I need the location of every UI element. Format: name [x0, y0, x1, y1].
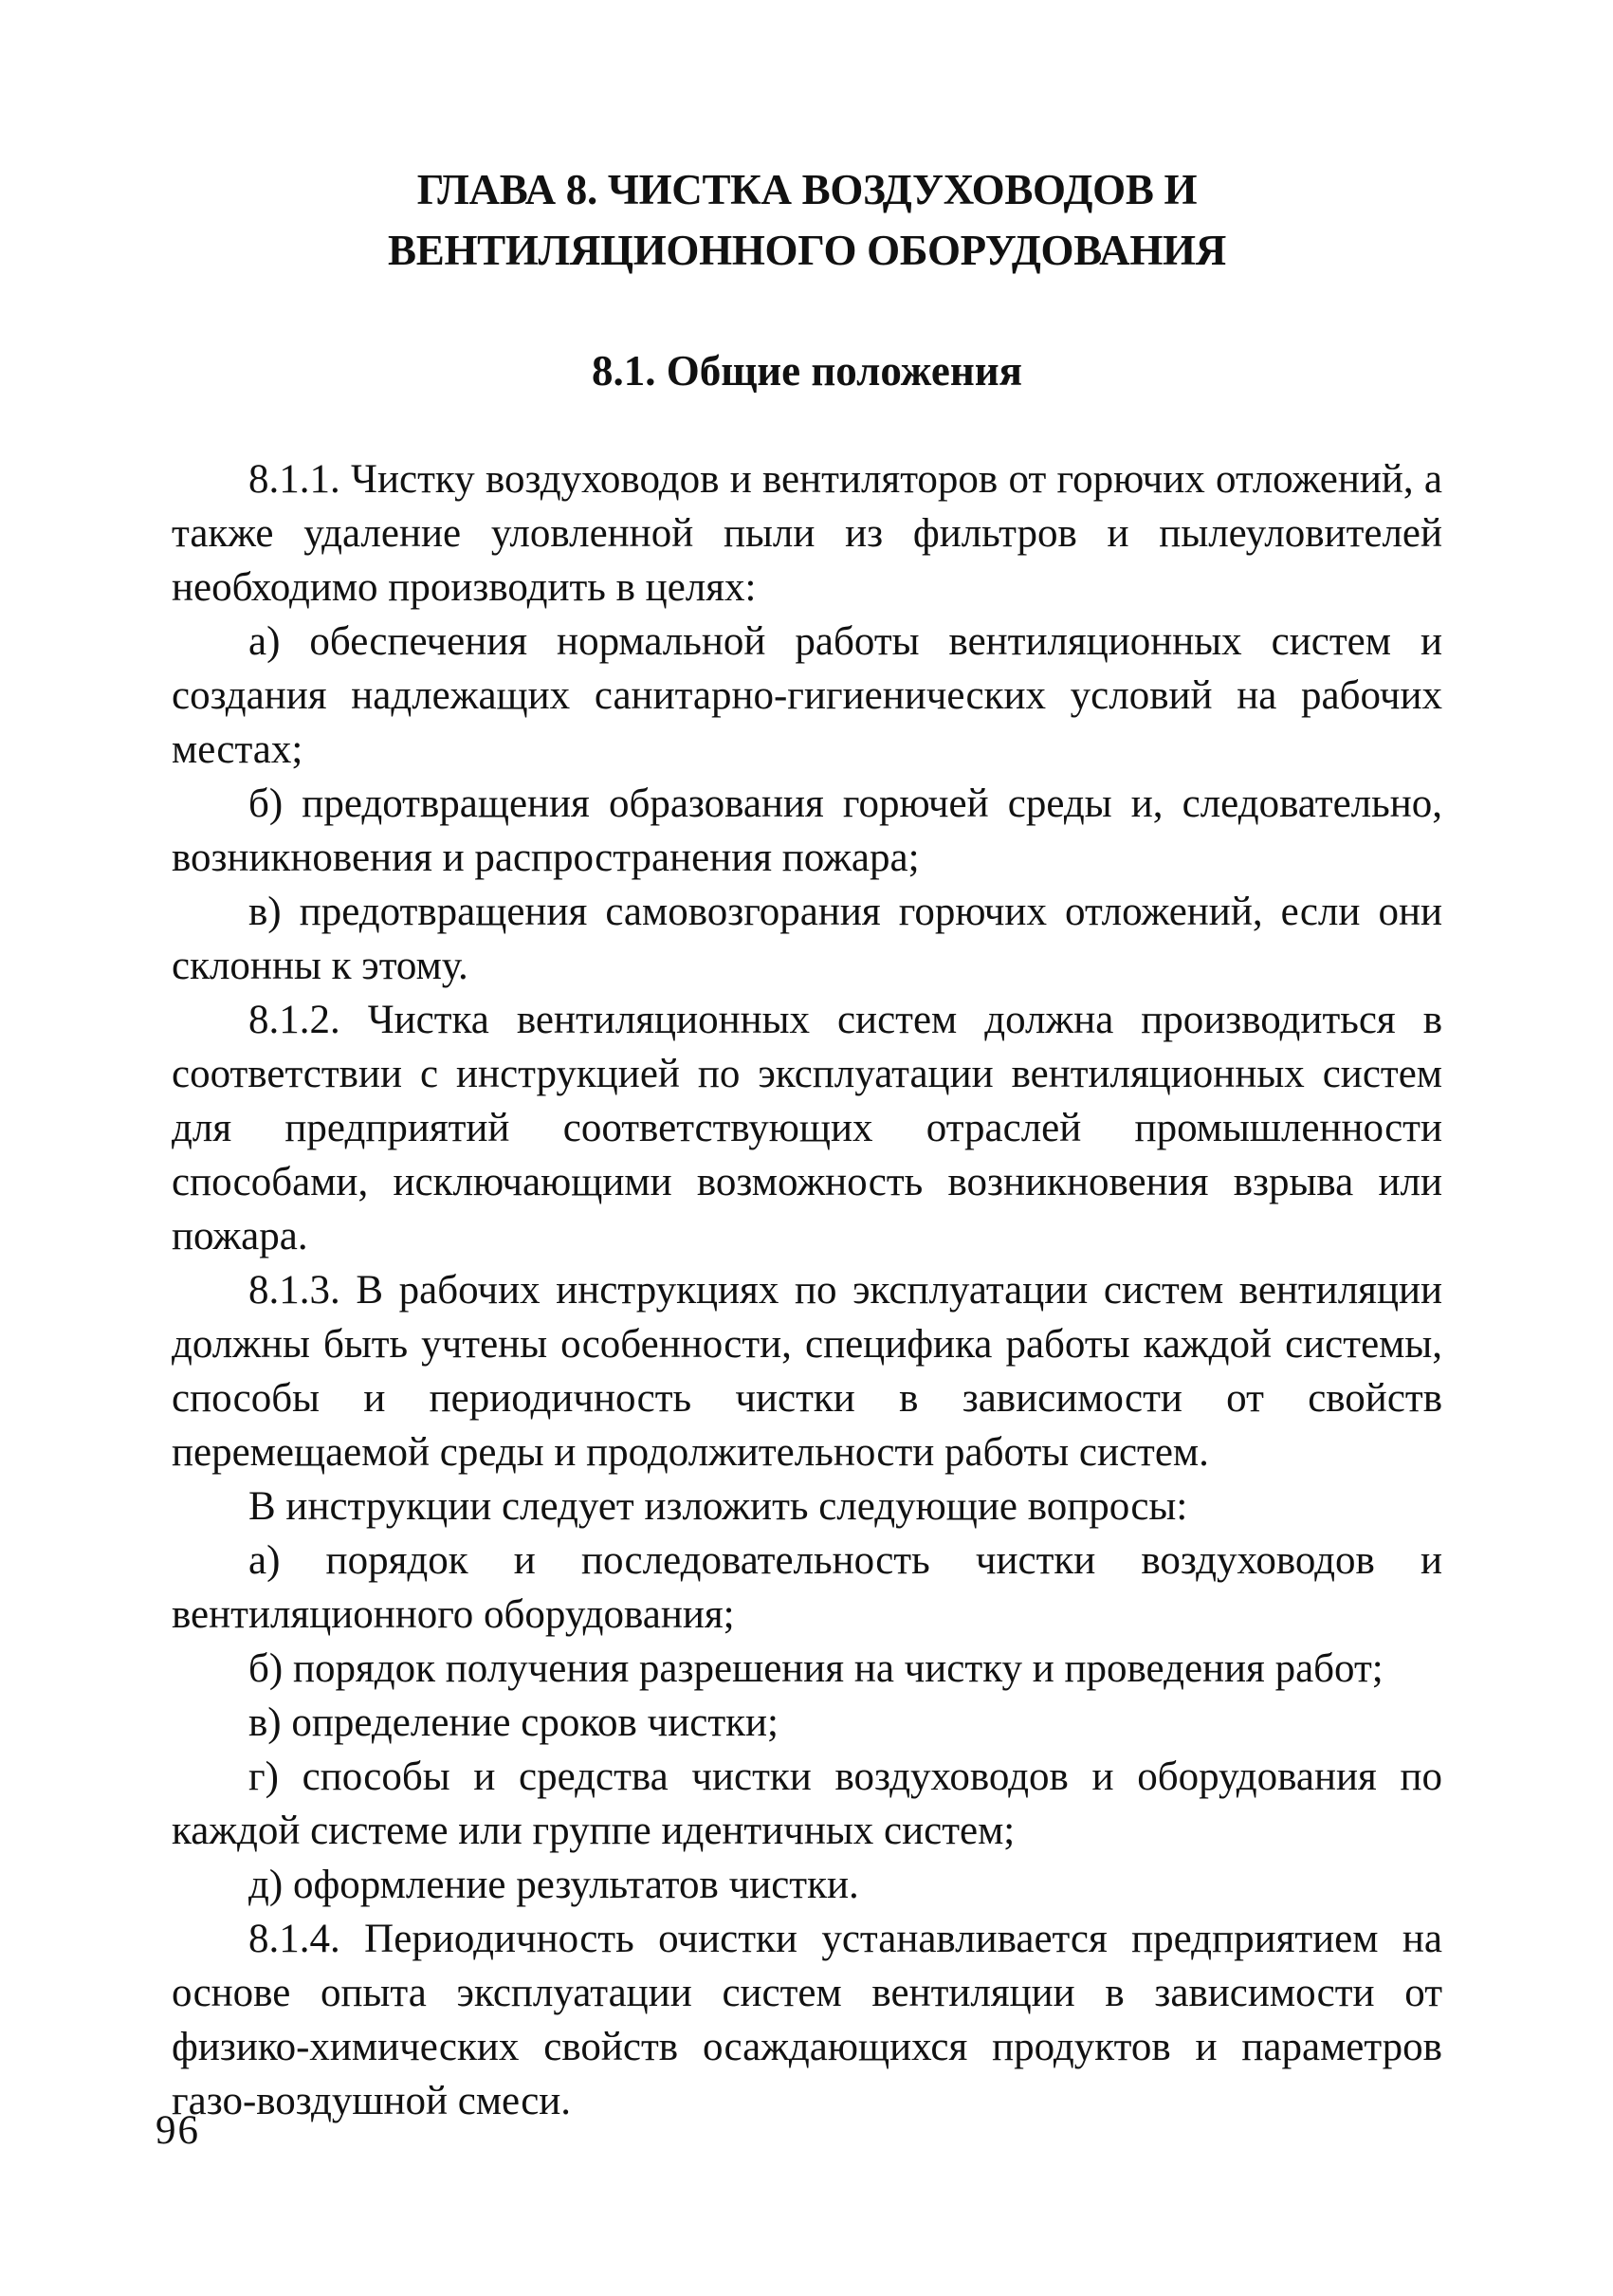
instruction-item-a: а) порядок и последовательность чистки воздуховодов и вентиляционного оборудования;	[172, 1538, 1442, 1637]
paragraph-8-1-3: 8.1.3. В рабочих инструкциях по эксплуатации систем вентиляции должны быть учтены особенности, специфика работы каждой системы, способы и периодичность чистки в зависимости от свойств перемещаемой среды и продолжительности работы систем.	[172, 1268, 1442, 1475]
list-item-b: б) предотвращения образования горючей среды и, следовательно, возникновения и распространения пожара;	[172, 781, 1442, 880]
instruction-item-b: б) порядок получения разрешения на чистку и проведения работ;	[248, 1646, 1384, 1691]
instruction-intro: В инструкции следует изложить следующие вопросы:	[248, 1484, 1188, 1529]
paragraph-8-1-2: 8.1.2. Чистка вентиляционных систем должна производиться в соответствии с инструкцией по эксплуатации вентиляционных систем для предприятий соответствующих отраслей промышленности способами, исключающими возможность возникновения взрыва или пожара.	[172, 998, 1442, 1258]
paragraph-8-1-4: 8.1.4. Периодичность очистки устанавливается предприятием на основе опыта эксплуатации систем вентиляции в зависимости от физико-химических свойств осаждающихся продуктов и параметров газо-воздушной смеси.	[172, 1917, 1442, 2123]
list-item-a: а) обеспечения нормальной работы вентиляционных систем и создания надлежащих санитарно-гигиенических условий на рабочих местах;	[172, 619, 1442, 772]
list-item-v: в) предотвращения самовозгорания горючих отложений, если они склонны к этому.	[172, 890, 1442, 988]
instruction-item-v: в) определение сроков чистки;	[248, 1700, 779, 1745]
instruction-item-g: г) способы и средства чистки воздуховодов и оборудования по каждой системе или группе идентичных систем;	[172, 1754, 1442, 1853]
instruction-item-d: д) оформление результатов чистки.	[248, 1863, 859, 1907]
body-text	[172, 452, 1442, 2128]
chapter-title	[172, 159, 1442, 281]
page-number: 96	[156, 2108, 200, 2153]
page-content	[172, 142, 1442, 2128]
chapter-title-line-2: ВЕНТИЛЯЦИОННОГО ОБОРУДОВАНИЯ	[388, 227, 1226, 274]
paragraph-8-1-1: 8.1.1. Чистку воздуховодов и вентиляторов от горючих отложений, а также удаление уловленной пыли из фильтров и пылеуловителей необходимо производить в целях:	[172, 457, 1442, 610]
section-title: 8.1. Общие положения	[591, 347, 1023, 395]
chapter-title-line-1: ГЛАВА 8. ЧИСТКА ВОЗДУХОВОДОВ И	[416, 166, 1198, 213]
